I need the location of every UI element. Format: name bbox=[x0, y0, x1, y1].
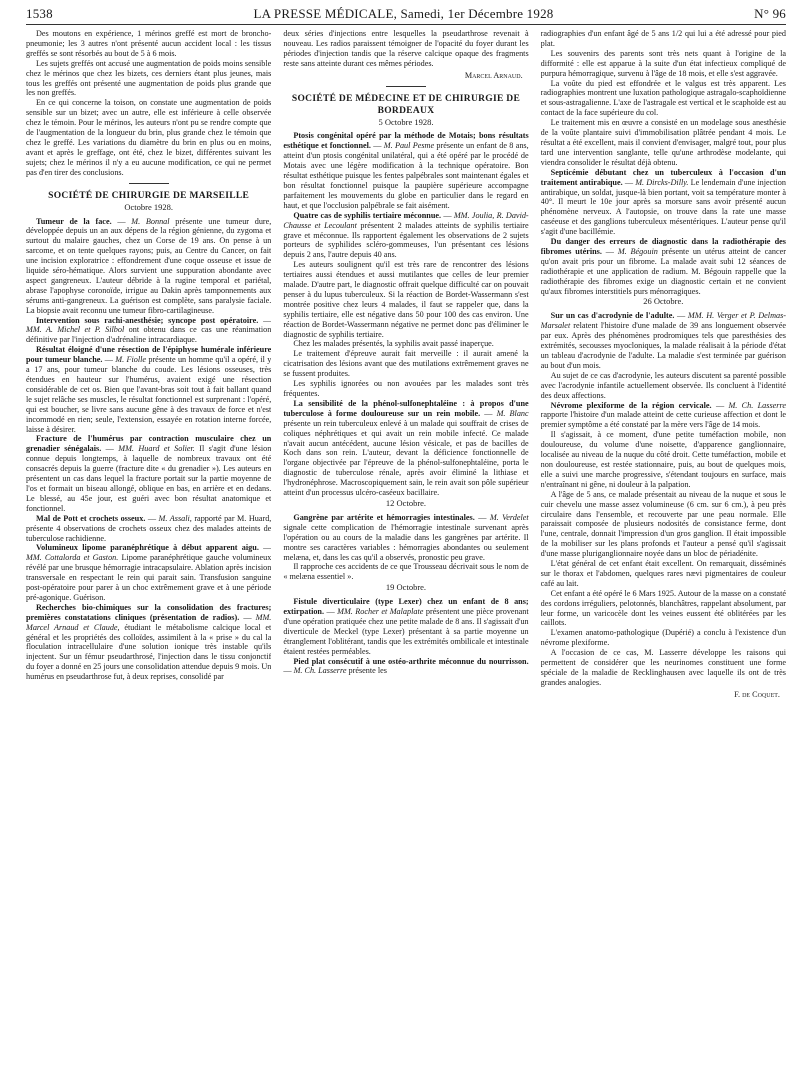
paragraph: Les auteurs soulignent qu'il est très rare de rencontrer des lésions tertiaires aussi étendues et aussi mutilantes que celles de leur premier malade. D'autre part, le diagnostic offrait quelque difficulté car on pouvait penser à du lupus tuberculeux. Si la réaction de Bordet-Wassermann s'est montrée positive chez leurs 4 malades, il faut se rappeler que, dans la syphilis tertiaire, elle est négative dans 50 pour 100 des cas environ. Une réaction de Bordet-Wassermann négative ne permet donc pas d'éliminer le diagnostic de syphilis tertiaire. bbox=[283, 260, 529, 339]
article-author: MM. A. Michel et P. Silbol bbox=[26, 325, 125, 335]
paragraph: A l'âge de 5 ans, ce malade présentait au niveau de la nuque et sous le cuir chevelu une masse assez volumineuse (6 cm. sur 6 cm.), à peu près circulaire dans l'ensemble, et recouverte par une peau normale. Elle paraissait composée de plusieurs nodosités de consistance ferme, dont l'une, centrale, donnait l'impression d'un gros ganglion. Il était impossible de la mobiliser sur les plans profonds et l'auteur a pensé qu'il s'agissait d'une masse pluriganglionnaire noyée dans un bloc de périadénite. bbox=[540, 489, 786, 559]
article-author: MM. Rocher et Malaplate bbox=[337, 607, 424, 617]
article: Pied plat consécutif à une ostéo-arthrite méconnue du nourrisson. — M. Ch. Lasserre présente les bbox=[283, 656, 529, 676]
session-date: 26 Octobre. bbox=[643, 296, 684, 307]
article-author: MM. H. Verger et P. Delmas-Marsalet bbox=[540, 311, 786, 331]
article-title: Gangrène par artérite et hémorragies intestinales. bbox=[293, 512, 475, 522]
paragraph: A l'occasion de ce cas, M. Lasserre développe les raisons qui permettent de considérer que les neurinomes constituent une forme spéciale de la maladie de Recklinghausen avec laquelle ils ont de très grandes analogies. bbox=[540, 648, 786, 687]
article-author: M. Dircks-Dilly. bbox=[635, 177, 689, 187]
paragraph: Chez les malades présentés, la syphilis avait passé inaperçue. bbox=[293, 339, 494, 349]
article-author: M. Blanc bbox=[496, 408, 529, 418]
article-text: relatent l'histoire d'une malade de 39 ans longuement observée par eux. Après des phénomènes prodromiques tels que paresthésies des extrémités, secousses myocloniques, la malade réalisait à la période d'état un tableau d'acrodynie de l'adulte. La maladie s'est terminée par guérison au bout d'un mois. bbox=[540, 321, 786, 370]
divider bbox=[386, 86, 426, 87]
paragraph: Les sujets greffés ont accusé une augmentation de poids moins sensible chez le mérinos que chez les bizets, ces derniers étant plus jeunes, mais tous les greffés ont présenté une augmentation de poids plus grande que les non greffés. bbox=[26, 58, 272, 98]
article-author: MM. Cottalorda et Gaston. bbox=[26, 553, 119, 563]
article-author: M. Paul Pesme bbox=[383, 141, 435, 151]
paragraph: Il s'agissait, à ce moment, d'une petite tuméfaction mobile, non douloureuse, du volume d'une noisette, d'apparence ganglionnaire, localisée au niveau de la nuque du côté droit. Cette tuméfaction, mobile et non douloureuse, est restée stationnaire, puis, au bout de quelques mois, elle a suivi une marche progressive, s'étendant toujours en surface, mais n'entraînant ni gêne, ni douleur à la palpation. bbox=[540, 430, 786, 489]
paragraph: Des moutons en expérience, 1 mérinos greffé est mort de broncho-pneumonie; les 3 autres n'ont présenté aucun accident local : les tissus greffés se sont résorbés au bout de 5 à 6 mois. bbox=[26, 29, 272, 58]
article-title: Volumineux lipome paranéphrétique à début apparent aigu. bbox=[36, 543, 259, 553]
article: Quatre cas de syphilis tertiaire méconnue. — MM. Joulia, R. David-Chausse et Lecoulant présentent 2 malades atteints de syphilis tertiaire grave et méconnue. Ils rapportent également les observations de 2 sujets porteurs de syphilides scléro-gommeuses, l'un présentant ces lésions depuis 2 ans, l'autre depuis 40 ans. bbox=[283, 210, 529, 260]
article-title: Intervention sous rachi-anesthésie; syncope post opératoire. bbox=[36, 315, 259, 325]
article-title: Fracture de l'humérus par contraction musculaire chez un grenadier sénégalais. bbox=[26, 434, 272, 454]
paragraph: En ce qui concerne la toison, on constate une augmentation de poids sensible sur un bizet; avec un autre, elle est inférieure à celle observée chez le témoin. Pour le mérinos, les auteurs n'ont pu se rendre compte que de l'augmentation de la longueur du brin, plus grande chez le témoin que chez le greffé. Les variations du diamètre du brin en plus ou en moins, avant et après le greffage, ont été, chez le bizet, différentes suivant les sujets; chez le mérinos il n'y a eu aucune modification, ce qui ne permet pas d'en tirer des conclusions. bbox=[26, 98, 272, 177]
column-3 bbox=[541, 29, 786, 1081]
paragraph: Le traitement mis en œuvre a consisté en un modelage sous anesthésie de la voûte plantaire suivi d'immobilisation plâtrée pendant 4 mois. Le résultat a été excellent, mais il convient d'envisager, malgré tout, pour plus tard une intervention sanglante, telle qu'une arthrodèse modelante, qui viendra consolider le résultat déjà obtenu. bbox=[540, 118, 786, 167]
article-text: rapporté par M. Huard, présente 4 observations de crochets osseux chez des malades atteints de tuberculose rachidienne. bbox=[26, 513, 272, 543]
article-title: Résultat éloigné d'une résection de l'épiphyse humérale inférieure pour tumeur blanche. bbox=[26, 345, 272, 365]
article-text: Il s'agit d'une lésion connue depuis longtemps, à laquelle de nombreux travaux ont été consacrés depuis la guerre (fracture dite « du grenadier »). Les auteurs en présentent un cas dans lequel la fracture portait sur la partie moyenne de l'os et formait un biseau allongé, oblique en bas, en arrière et en dedans. Le blessé, au 45e jour, est guéri avec bon résultat anatomique et fonctionnel. bbox=[26, 444, 272, 513]
article-author: M. Bonnal bbox=[131, 216, 170, 226]
article-author: MM. Huard et Solier. bbox=[118, 444, 195, 454]
article: La sensibilité de la phénol-sulfonephtaléine : à propos d'une tuberculose à forme douloureuse sur un rein mobile. — M. Blanc présente un rein tuberculeux enlevé à un malade qui souffrait de crises de coliques néphrétiques et qui avait un rein mobile infecté. Ce malade n'avait aucun antécédent, aucune lésion vésicale, et pas de bacilles de Koch dans son rein. L'auteur, devant la déficience fonctionnelle de l'organe objectivée par l'épreuve de la phénol-sulfonephtaléine, porta le diagnostic de tuberculose rénale, après avoir éliminé la lithiase et l'hydronéphrose. Macroscopiquement sain, le rein avait son pôle supérieur atteint d'un processus ulcéro-caséeux bacillaire. bbox=[283, 398, 529, 498]
publication-title: LA PRESSE MÉDICALE, Samedi, 1er Décembre 1928 bbox=[253, 6, 554, 21]
article-title: Névrome plexiforme de la région cervicale. bbox=[550, 400, 712, 410]
signature: F. de Coquet. bbox=[734, 689, 780, 699]
article-text: présente un homme qu'il a opéré, il y a 17 ans, pour tumeur blanche du coude. Les lésions osseuses, très étendues en hauteur sur l'humérus, avaient exigé une résection considérable de cet os. Bien que l'avant-bras soit tout à fait ballant quand le sujet relâche ses muscles, le résultat fonctionnel est surprenant : l'opéré, qui est boucher, se livre sans aucune gêne à des travaux de force et n'est incommodé en rien; seule, l'extension, essayée en rotation interne forcée, laisse à désirer. bbox=[26, 355, 272, 434]
paragraph: Le traitement d'épreuve aurait fait merveille : il aurait amené la cicatrisation des lésions avant que des mutilations extrêmement graves ne se fussent produites. bbox=[283, 349, 529, 379]
paragraph: Il rapproche ces accidents de ce que Trousseau décrivait sous le nom de « melæna essentiel ». bbox=[283, 562, 529, 582]
paragraph: deux séries d'injections entre lesquelles la pseudarthrose revenait à nouveau. Les radios paraissent témoigner de l'opacité du foyer durant les périodes d'injection tandis que la réserve calcique opaque des fragments reste sans atteinte durant ces mêmes périodes. bbox=[283, 29, 529, 68]
article-text: présente un utérus atteint de cancer qu'on avait pris pour un fibrome. La malade avait subi 12 séances de radiothérapie et une application de radium. M. Bégouin rappelle que la radiothérapie des fibromes exige un diagnostic certain et ne convient qu'aux fibromes interstitiels purs ménorragiques. bbox=[540, 246, 786, 296]
article-text: présentent une pièce provenant d'une opération pratiquée chez une petite malade de 8 ans. Il s'agissait d'un diverticule de Meckel (type Lexer) présentant à sa partie moyenne un étranglement l'oblitérant, tandis que les extrémités ombilicale et intestinale étaient restées perméables. bbox=[283, 607, 529, 656]
article: Névrome plexiforme de la région cervicale. — M. Ch. Lasserre rapporte l'histoire d'un malade atteint de cette curieuse affection et dont le premier symptôme a été constaté par la mère vers l'âge de 14 mois. bbox=[540, 400, 786, 430]
article-title: La sensibilité de la phénol-sulfonephtaléine : à propos d'une tuberculose à forme douloureuse sur un rein mobile. bbox=[283, 398, 529, 418]
article-title: Sur un cas d'acrodynie de l'adulte. bbox=[550, 311, 675, 321]
divider bbox=[129, 183, 169, 184]
session-date: 19 Octobre. bbox=[385, 582, 427, 593]
article-title: Mal de Pott et crochets osseux. bbox=[36, 513, 146, 523]
article: Ptosis congénital opéré par la méthode de Motais; bons résultats esthétique et fonctionnel. — M. Paul Pesme présente un enfant de 8 ans, atteint d'un ptosis congénital unilatéral, qui a été opéré par le procédé de Motais avec une légère modification à la technique opératoire. Bon résultat esthétique puisque les fentes palpébrales sont maintenant égales et bon résultat fonctionnel puisque la paupière supérieure accompagne parfaitement les mouvements du globe en particulier dans le regard en haut, et que l'occlusion palpébrale se fait aisément. bbox=[283, 131, 529, 210]
article-author: M. Verdelet bbox=[489, 512, 529, 522]
page-number: 1538 bbox=[26, 6, 53, 21]
article: Recherches bio-chimiques sur la consolidation des fractures; premières constatations cliniques (présentation de radios). — MM. Marcel Arnaud et Claude, étudiant le métabolisme calcique local et général et les propriétés des colloïdes, assimilent à la « prise » du cal la floculation intracellulaire d'une solution ionique très instable qu'ils injectent. Sur un fémur pseudarthrosé, l'injection dans le tissu conjonctif du foyer a donné en 25 jours une consolidation attendue depuis 9 mois. Un humérus en pseudarthrose fut, à deux reprises, consolidé par bbox=[26, 602, 272, 682]
article-author: MM. Joulia, R. David-Chausse et Lecoulant bbox=[283, 210, 529, 230]
article-title: Ptosis congénital opéré par la méthode de Motais; bons résultats esthétique et fonctionnel. bbox=[283, 131, 529, 151]
article-title: Du danger des erreurs de diagnostic dans la radiothérapie des fibromes utérins. bbox=[540, 237, 786, 256]
paragraph: L'état général de cet enfant était excellent. On remarquait, disséminés sur le thorax et l'abdomen, quelques rares nævi pigmentaires de couleur café au lait. bbox=[540, 559, 786, 588]
article: Mal de Pott et crochets osseux. — M. Assali, rapporté par M. Huard, présente 4 observations de crochets osseux chez des malades atteints de tuberculose rachidienne. bbox=[26, 513, 272, 543]
article: Intervention sous rachi-anesthésie; syncope post opératoire. — MM. A. Michel et P. Silbol ont obtenu dans ce cas une réanimation définitive par l'injection d'adrénaline intracardiaque. bbox=[26, 315, 272, 345]
article-text: étudiant le métabolisme calcique local et général et les propriétés des colloïdes, assimilent à la « prise » du cal la floculation intracellulaire d'une solution ionique très instable qu'ils injectent. Sur un fémur pseudarthrosé, l'injection dans le tissu conjonctif du foyer a donné en 25 jours une consolidation attendue depuis 9 mois. Un humérus en pseudarthrose fut, à deux reprises, consolidé par bbox=[26, 622, 272, 682]
article-author: M. Ch. Lasserre bbox=[728, 400, 786, 410]
article-title: Fistule diverticulaire (type Lexer) chez un enfant de 8 ans; extirpation. bbox=[283, 597, 529, 617]
paragraph: Au sujet de ce cas d'acrodynie, les auteurs discutent sa parenté possible avec l'acrodynie infantile actuellement observée. Ils concluent à l'identité des deux affections. bbox=[540, 370, 786, 400]
article-text: Lipome paranéphrétique gauche volumineux révélé par une brusque hémorragie intracapsulaire. Ablation après incision transversale en respectant le rein qui parait sain. Transfusion sanguine post-opératoire pour parer à un choc extrêmement grave et à une période pré-agonique. Guérison. bbox=[26, 553, 272, 602]
article: Tumeur de la face. — M. Bonnal présente une tumeur dure, développée depuis un an aux dépens de la région génienne, du zygoma et surtout du malaire gauches, chez un Corse de 19 ans. On pense à un sarcome, et on tente quelques rayons; puis, au Centre du Cancer, on fait une incision exploratrice : effondrement d'une coque osseuse et issue de liquide séro-hématique. Alors survient une suppuration abondante avec aspect gangreneux. L'auteur débride à la rugine temporal et pariétal, abrase l'apophyse coronoïde, irrigue au Dakin après tamponnements aux sérums anti-gangreneux. La guérison est complète, sans paralysie faciale. La biopsie avait reconnu une tumeur fibro-cartilagineuse. bbox=[26, 216, 272, 315]
article-title: Tumeur de la face. bbox=[36, 216, 112, 226]
article-author: M. Assali, bbox=[158, 513, 192, 523]
article: Gangrène par artérite et hémorragies intestinales. — M. Verdelet signale cette complication de l'hémorragie intestinale survenant après l'opération ou au cours de la maladie dans les gangrènes par artérite. Il montre ses caractères variables : hémorragies abondantes ou seulement melæna, et, dans les cas qu'il a observés, pronostic peu grave. bbox=[283, 512, 529, 562]
article-author: M. Fiolle bbox=[115, 355, 147, 365]
column-2 bbox=[283, 29, 528, 1081]
issue-number: N° 96 bbox=[754, 6, 786, 21]
session-date: Octobre 1928. bbox=[124, 201, 173, 212]
article-text: ont obtenu dans ce cas une réanimation définitive par l'injection d'adrénaline intracardiaque. bbox=[26, 325, 272, 345]
column-1 bbox=[26, 29, 271, 1081]
society-heading: SOCIÉTÉ DE MÉDECINE ET DE CHIRURGIE DE BORDEAUX bbox=[291, 93, 521, 116]
article: Sur un cas d'acrodynie de l'adulte. — MM. H. Verger et P. Delmas-Marsalet relatent l'histoire d'une malade de 39 ans longuement observée par eux. Après des phénomènes prodromiques tels que paresthésies des extrémités, secousses myocloniques, la malade réalisait à la période d'état un tableau d'acrodynie de l'adulte. La maladie s'est terminée par guérison au bout d'un mois. bbox=[540, 311, 786, 370]
article: Résultat éloigné d'une résection de l'épiphyse humérale inférieure pour tumeur blanche. — M. Fiolle présente un homme qu'il a opéré, il y a 17 ans, pour tumeur blanche du coude. Les lésions osseuses, très étendues en hauteur sur l'humérus, avaient exigé une résection considérable de cet os. Bien que l'avant-bras soit tout à fait ballant quand le sujet relâche ses muscles, le résultat fonctionnel est surprenant : l'opéré, qui est boucher, se livre sans aucune gêne à des travaux de force et n'est incommodé en rien; seule, l'extension, essayée en rotation interne forcée, laisse à désirer. bbox=[26, 345, 272, 434]
paragraph: Les syphilis ignorées ou non avouées par les malades sont très fréquentes. bbox=[283, 379, 529, 398]
article-text: présente un rein tuberculeux enlevé à un malade qui souffrait de crises de coliques néphrétiques et qui avait un rein mobile infecté. Ce malade n'avait aucun antécédent, aucune lésion vésicale, et pas de bacilles de Koch dans son rein. L'auteur, devant la déficience fonctionnelle de l'organe objectivée par l'épreuve de la phénol-sulfonephtaléine, porta le diagnostic de tuberculose rénale, après avoir éliminé la lithiase et l'hydronéphrose. Macroscopiquement sain, le rein avait son pôle supérieur atteint d'un processus ulcéro-caséeux bacillaire. bbox=[283, 418, 529, 498]
page-header bbox=[26, 6, 786, 25]
signature: Marcel Arnaud. bbox=[464, 70, 523, 80]
paragraph: Cet enfant a été opéré le 6 Mars 1925. Autour de la masse on a constaté des cordons irréguliers, pelotonnés, blanchâtres, rappelant absolument, par leur forme, un varicocèle dont les veines eussent été oblitérées par les caillots. bbox=[540, 588, 786, 628]
article-title: Recherches bio-chimiques sur la consolidation des fractures; premières constatations cliniques (présentation de radios). bbox=[26, 602, 272, 622]
article-text: présente une tumeur dure, développée depuis un an aux dépens de la région génienne, du zygoma et surtout du malaire gauches, chez un Corse de 19 ans. On pense à un sarcome, et on tente quelques rayons; puis, au Centre du Cancer, on fait une incision exploratrice : effondrement d'une coque osseuse et issue de liquide séro-hématique. Alors survient une suppuration abondante avec aspect gangreneux. L'auteur débride à la rugine temporal et pariétal, abrase l'apophyse coronoïde, irrigue au Dakin après tamponnements aux sérums anti-gangreneux. La guérison est complète, sans paralysie faciale. La biopsie avait reconnu une tumeur fibro-cartilagineuse. bbox=[26, 216, 272, 315]
article-title: Pied plat consécutif à une ostéo-arthrite méconnue du nourrisson. bbox=[293, 656, 529, 666]
society-heading: SOCIÉTÉ DE CHIRURGIE DE MARSEILLE bbox=[48, 190, 250, 201]
session-date: 12 Octobre. bbox=[385, 497, 427, 508]
article-text: présentent 2 malades atteints de syphilis tertiaire grave et méconnue. Ils rapportent également les observations de 2 sujets porteurs de syphilides scléro-gommeuses, l'un présentant ces lésions depuis 2 ans, l'autre depuis 40 ans. bbox=[283, 220, 529, 260]
session-date: 5 Octobre 1928. bbox=[378, 116, 434, 127]
article: Fracture de l'humérus par contraction musculaire chez un grenadier sénégalais. — MM. Huard et Solier. Il s'agit d'une lésion connue depuis longtemps, à laquelle de nombreux travaux ont été consacrés depuis la guerre (fracture dite « du grenadier »). Les auteurs en présentent un cas dans lequel la fracture portait sur la partie moyenne de l'os et formait un biseau allongé, oblique en bas, en arrière et en dedans. Le blessé, au 45e jour, est guéri avec bon résultat anatomique et fonctionnel. bbox=[26, 434, 272, 513]
paragraph: L'examen anatomo-pathologique (Dupérié) a conclu à l'existence d'un névrome plexiforme. bbox=[540, 628, 786, 648]
article-text: signale cette complication de l'hémorragie intestinale survenant après l'opération ou au cours de la maladie dans les gangrènes par artérite. Il montre ses caractères variables : hémorragies abondantes ou seulement melæna, et, dans les cas qu'il a observés, pronostic peu grave. bbox=[283, 522, 529, 562]
article-author: M. Ch. Lasserre bbox=[293, 666, 347, 676]
article: Volumineux lipome paranéphrétique à début apparent aigu. — MM. Cottalorda et Gaston. Lipome paranéphrétique gauche volumineux révélé par une brusque hémorragie intracapsulaire. Ablation après incision transversale en respectant le rein qui parait sain. Transfusion sanguine post-opératoire pour parer à un choc extrêmement grave et à une période pré-agonique. Guérison. bbox=[26, 543, 272, 602]
article-text: rapporte l'histoire d'un malade atteint de cette curieuse affection et dont le premier symptôme a été constaté par la mère vers l'âge de 14 mois. bbox=[540, 410, 786, 430]
paragraph: Les souvenirs des parents sont très nets quant à l'origine de la difformité : elle est apparue à la suite d'un état infectieux compliqué de purpura hémorragique, survenu à l'âge de 18 mois, et elle s'est aggravée. bbox=[540, 48, 786, 78]
article: Du danger des erreurs de diagnostic dans la radiothérapie des fibromes utérins. — M. Bégouin présente un utérus atteint de cancer qu'on avait pris pour un fibrome. La malade avait subi 12 séances de radiothérapie et une application de radium. M. Bégouin rappelle que la radiothérapie des fibromes exige un diagnostic certain et ne convient qu'aux fibromes interstitiels purs ménorragiques. bbox=[540, 237, 786, 296]
article-author: MM. Marcel Arnaud et Claude, bbox=[26, 612, 272, 632]
article-title: Quatre cas de syphilis tertiaire méconnue. bbox=[293, 210, 442, 220]
paragraph: La voûte du pied est effondrée et le valgus est très apparent. Les radiographies montrent une luxation pathologique astragalo-scaphoïdienne et sous-astragalienne. L'axe de l'astragale est vertical et le scaphoïde est au contact de la face supérieure du col. bbox=[540, 78, 786, 118]
article: Fistule diverticulaire (type Lexer) chez un enfant de 8 ans; extirpation. — MM. Rocher et Malaplate présentent une pièce provenant d'une opération pratiquée chez une petite malade de 8 ans. Il s'agissait d'un diverticule de Meckel (type Lexer) présentant à sa partie moyenne un étranglement l'oblitérant, tandis que les extrémités ombilicale et intestinale étaient restées perméables. bbox=[283, 597, 529, 656]
article-text: présente les bbox=[348, 666, 387, 676]
article-text: présente un enfant de 8 ans, atteint d'un ptosis congénital unilatéral, qui a été opéré par le procédé de Motais avec une légère modification à la technique opératoire. Bon résultat esthétique puisque les fentes palpébrales sont maintenant égales et bon résultat fonctionnel puisque la paupière supérieure accompagne parfaitement les mouvements du globe en particulier dans le regard en haut, et que l'occlusion palpébrale se fait aisément. bbox=[283, 141, 529, 210]
paragraph: radiographies d'un enfant âgé de 5 ans 1/2 qui lui a été adressé pour pied plat. bbox=[540, 29, 786, 48]
article-title: Septicémie débutant chez un tuberculeux à l'occasion d'un traitement antirabique. bbox=[540, 167, 786, 187]
article-author: M. Bégouin bbox=[617, 246, 658, 256]
article-text: Le lendemain d'une injection antirabique, un soldat, jusque-là bien portant, voit sa température monter à 40°. Il meurt le 10e jour après sa morsure sans avoir présenté aucun phénomène nerveux. A l'autopsie, on trouve dans la rate une masse caséeuse et des ganglions tuberculeux mésentériques. L'auteur pense qu'il s'agit d'une bacillémie. bbox=[540, 177, 786, 237]
article: Septicémie débutant chez un tuberculeux à l'occasion d'un traitement antirabique. — M. Dircks-Dilly. Le lendemain d'une injection antirabique, un soldat, jusque-là bien portant, voit sa température monter à 40°. Il meurt le 10e jour après sa morsure sans avoir présenté aucun phénomène nerveux. A l'autopsie, on trouve dans la rate une masse caséeuse et des ganglions tuberculeux mésentériques. L'auteur pense qu'il s'agit d'une bacillémie. bbox=[540, 167, 786, 237]
